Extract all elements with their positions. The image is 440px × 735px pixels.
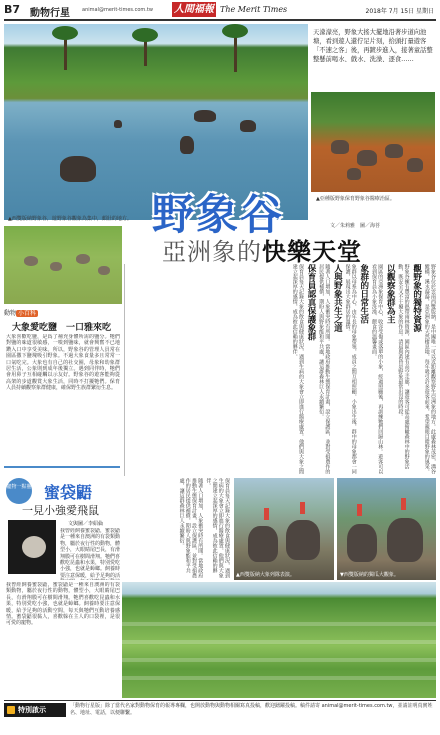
pet-corner-body-cont: 我曾經飼養蜜袋鼯，蜜袋鼯是一種來自澳洲的有袋類動物，屬於夜行性的動物，體型小，大眼睛尾巴長，有滑翔膜可在樹間滑翔。牠們喜歡吃昆蟲和水果，特別愛吃小強，也就是蟑螂。飼養時要注意保暖，給予足夠的活動空間，每天與牠們互動培養感情。蜜袋鼯很黏人，喜歡躲在主人的口袋裡，是很可愛的寵物。 — [6, 582, 120, 627]
article-col-6: 象群以母系為中心，由年長的母象帶領，成員之間互相照顧。小象出生後，群中的母象都會一同保護，展現出大象群居的溫情。 — [344, 264, 357, 474]
footer-tag-label: 特別啟示 — [18, 706, 46, 714]
footer-rule — [4, 700, 436, 701]
encyclopedia-tag — [4, 308, 38, 317]
lower-col-1: 保育員每天記錄大象的飲食與健康狀況，遇到生病的大象會立即進行醫療處置。他們與大象之間建立起深厚的感情，成為彼此信賴的夥伴。 — [205, 478, 230, 578]
article-heading-6: 象群的日常生活 — [358, 264, 369, 324]
article-byline: 文／朱莉雅 圖／海菩 — [330, 223, 381, 229]
river-photo-caption: ▲西雙版納野象谷，遊野象谷觀象為集中，頗壯的地方。 — [8, 216, 132, 222]
elephant-yard-photo — [311, 92, 435, 192]
encyclopedia-tag-prefix: 動物 — [4, 310, 17, 317]
headline-main: 野象谷 — [152, 190, 285, 239]
page-number: B7 — [4, 3, 21, 16]
pet-corner-badge: 寵物一點靈 — [6, 478, 32, 504]
headline-sub — [162, 232, 362, 267]
pet-corner-rule — [4, 466, 120, 468]
article-col-5: 保育員每天記錄大象的飲食與健康狀況，遇到生病的大象會立即進行醫療處置。他們與大象之間建立起深厚的感情，成為彼此信賴的夥伴。 — [291, 264, 304, 474]
article-col-2: 野象谷擁有豐富的熱帶雨林資源，園區內建有高空走廊，讓遊客可從高處俯瞰森林中的野象活動，既安全又不干擾大象的作息。清晨與黃昏是野象最常出沒的時段。 — [397, 264, 410, 469]
footer-notice: 「動物行星版」除了當代名家對動物保育的報導專欄，也開放動物與動物相關寫真投稿，歡迎踴躍投稿。稿件請寄 animal@merit-times.com.tw，並請註明真實姓名、地址、電話，以便聯繫。 — [70, 703, 433, 716]
pet-corner-title: 蜜袋鼯 — [44, 483, 93, 502]
headline-sub-prefix: 亞洲象的 — [162, 238, 262, 266]
sugar-glider-photo — [8, 520, 56, 574]
encyclopedia-tag-label: 小百科 — [18, 310, 37, 317]
show-photo-2-caption: ▼西雙版納的獨瓜大觀象。 — [340, 572, 399, 578]
intro-paragraph: 天濛濛亮，野象大搖大擺地沿著步道向池塘，看到遊人還佇足片刻，拾頭打量遊客「不速之客」後，再踱步進入，接著童話整整懸前喝水、戲水、洗澡、逐食…… — [313, 29, 433, 63]
article-col-3: 園區的亞洲象保育中心，收容受傷或落單的小象，經過照顧後，再訓練牠們回歸山林。遊客可以看到保育員為小象洗澡、餵食的溫馨畫面。 — [370, 264, 384, 474]
headline-sub-bold: 快樂天堂 — [262, 238, 362, 266]
elephant-show-photo-1 — [234, 478, 334, 580]
footer-tag — [4, 703, 66, 717]
issue-date: 2018年 7月 15日 星期日 — [365, 8, 434, 15]
lower-article-columns — [128, 478, 230, 580]
article-heading-4: 人與野象共生之道 — [332, 264, 343, 332]
section-title: 動物行星 — [30, 8, 70, 19]
yard-photo-caption: ▲亞種版野象保育野象谷醫療治區。 — [316, 196, 395, 202]
pet-corner-byline: 文與圖／李紹倫 — [68, 521, 104, 527]
notice-icon — [7, 706, 15, 714]
terrace-landscape-photo — [122, 582, 436, 698]
english-title: The Merit Times — [220, 5, 288, 14]
show-photo-1-caption: ▲西雙版納大象列隊表演。 — [236, 572, 295, 578]
section-email: animal@merit-times.com.tw — [82, 7, 153, 13]
article-col-1: 野象谷位於雲南西雙版納，是中國唯一可以近距離觀察野生亞洲象的地方。此處森林茂密，溝谷縱橫，溪水潺潺，是亞洲象的天然棲息地。每年吸引許多遊客前來，希望親眼目睹野象的風采。 — [423, 264, 436, 474]
article-columns — [128, 264, 436, 474]
field-elephants-photo — [4, 226, 122, 304]
article-heading-5: 保育員認真保護象群 — [305, 264, 316, 341]
encyclopedia-title: 大象愛吃鹽 一口雅來吃 — [12, 323, 112, 333]
pet-corner-subtitle: 一見小強愛飛鼠 — [22, 504, 99, 517]
header-rule — [4, 19, 436, 21]
encyclopedia-body: 大象喜歡吃鹽，是爲了補充身體所需的鹽分。牠們對鹽的味道很敏感，一嗅到鹽味，就會興奮不已地鑽入口中享受美味。所以，野象谷的管理人員常在園區撒下鹽塊吸引野象。不過大象食量多且常常一口氣吃完。大象也有自己的社交圈，母象和幼象群居生活，公象則到成年後獨立。遇到同伴時，牠們會用鼻子互相碰觸以示友好。野象谷的遊客能夠從高架的步道觀賞大象生活，同時不打擾牠們。保育人員持續觀察象群健康，確保野生族群繁衍生息。 — [6, 334, 120, 392]
page-header — [0, 0, 440, 22]
elephant-show-photo-2 — [337, 478, 436, 580]
article-heading-3: 以觀察象群為主 — [385, 264, 396, 324]
article-heading-2: 觀野象的獨特資源 — [411, 264, 422, 332]
article-col-4: 隨著人口增加，人象衝突時有所聞。當地政府推動生態保育計畫，設立保護區，並對受損農作的居民提供補償，期盼人與野象能和平共處，讓這群森林巨人永續繁衍。 — [318, 264, 331, 474]
newspaper-logo: 人間福報 — [174, 4, 214, 15]
lower-col-2: 隨著人口增加，人象衝突時有所聞。當地政府推動生態保育計畫，設立保護區，並對受損農作的居民提供補償，期盼人與野象能和平共處，讓這群森林巨人永續繁衍。 — [178, 478, 204, 578]
pet-corner-body: 我曾經飼養蜜袋鼯，蜜袋鼯是一種來自澳洲的有袋類動物，屬於夜行性的動物，體型小，大眼睛尾巴長，有滑翔膜可在樹間滑翔。牠們喜歡吃昆蟲和水果，特別愛吃小強，也就是蟑螂。飼養時要注意保暖，給予足夠的活 — [60, 528, 120, 579]
